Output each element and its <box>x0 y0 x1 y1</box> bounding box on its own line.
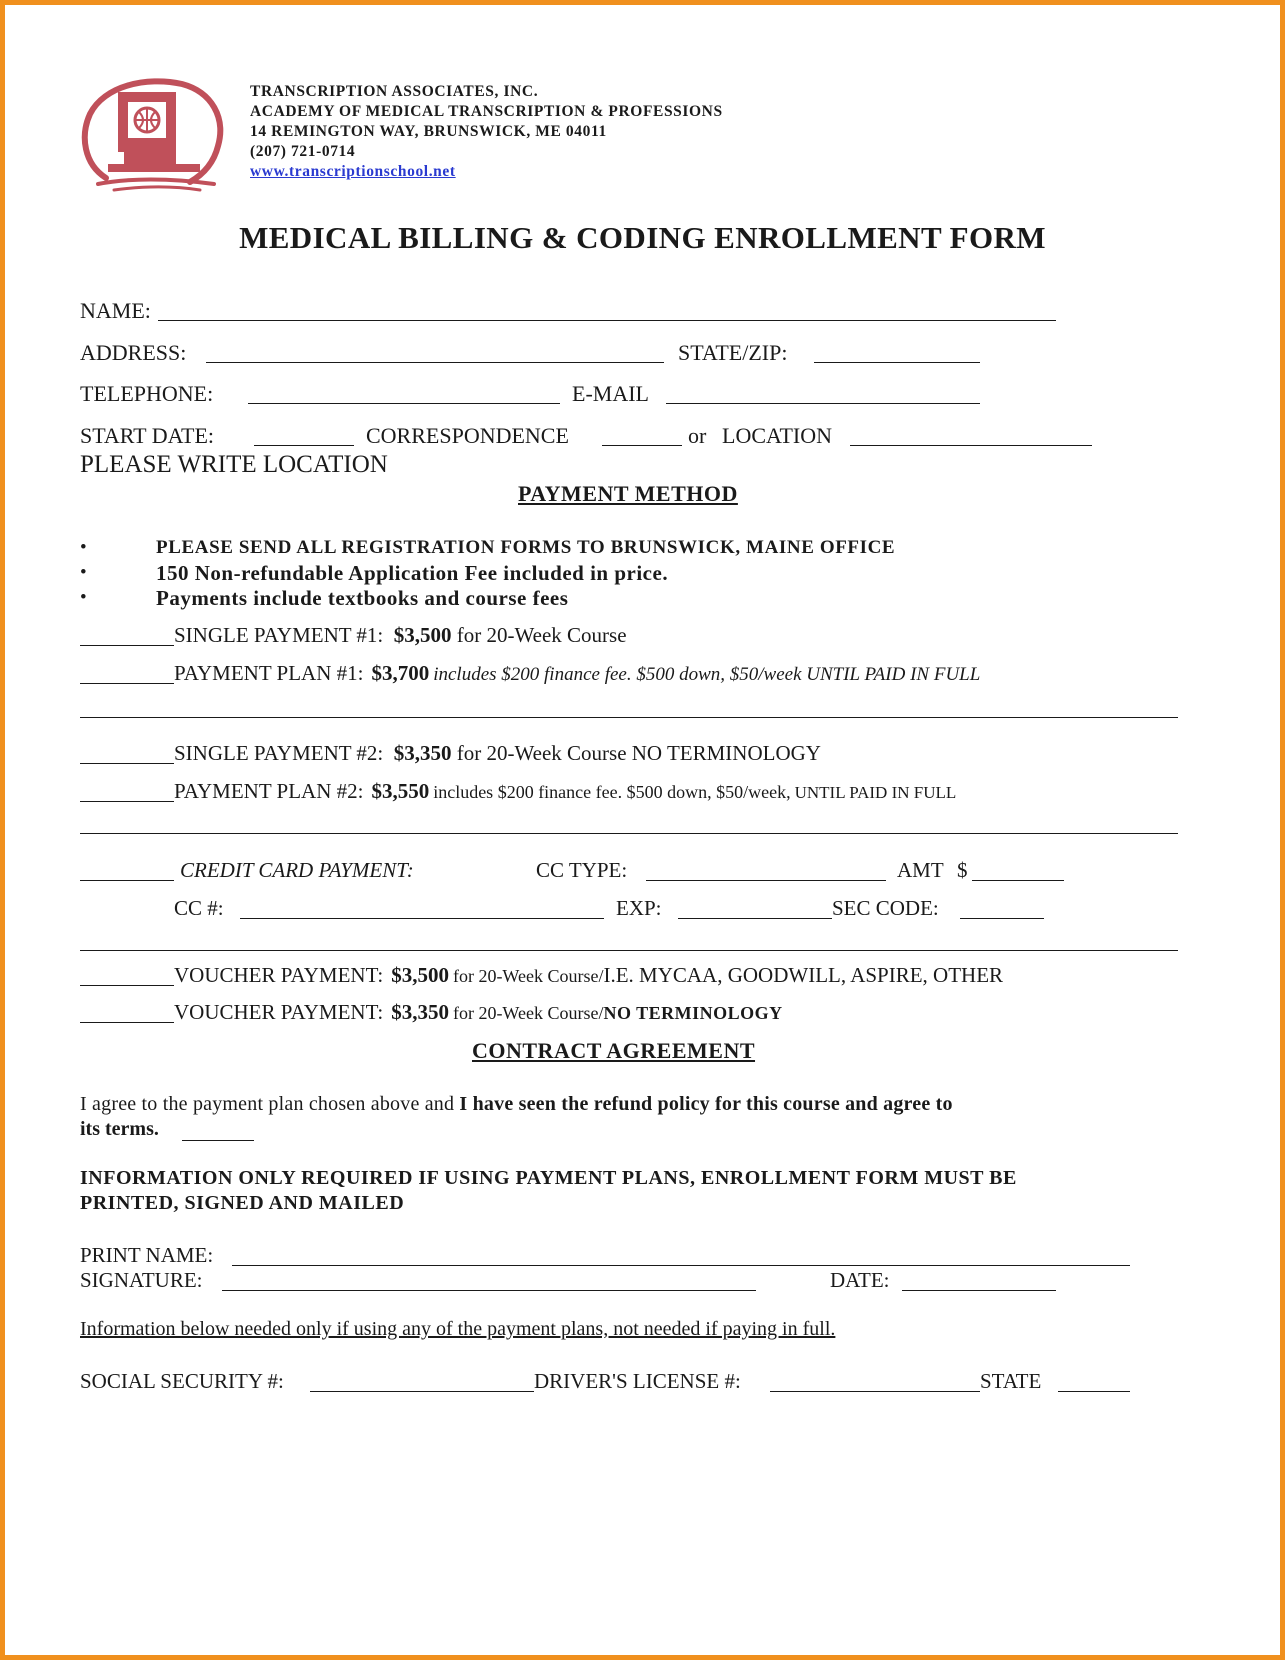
single-payment-1-checkbox[interactable] <box>80 645 174 646</box>
single-payment-1: SINGLE PAYMENT #1: $3,500 for 20-Week Course <box>174 623 627 647</box>
agreement-initials-field[interactable] <box>182 1140 254 1141</box>
amt-label: AMT <box>897 858 944 882</box>
write-location-label: PLEASE WRITE LOCATION <box>80 451 388 478</box>
payment-plan-2-checkbox[interactable] <box>80 801 174 802</box>
info-required-line-2: PRINTED, SIGNED AND MAILED <box>80 1192 405 1214</box>
company-phone: (207) 721-0714 <box>250 143 356 160</box>
dollar-label: $ <box>957 858 968 882</box>
voucher-payment-2: VOUCHER PAYMENT: $3,350 for 20-Week Course/NO TERMINOLOGY <box>174 1000 783 1024</box>
cc-number-field[interactable] <box>240 918 604 919</box>
voucher-1-checkbox[interactable] <box>80 985 174 986</box>
ssn-label: SOCIAL SECURITY #: <box>80 1369 284 1393</box>
payment-plan-1: PAYMENT PLAN #1: $3,700 includes $200 finance fee. $500 down, $50/week UNTIL PAID IN FULL <box>174 661 981 685</box>
license-state-label: STATE <box>980 1369 1042 1393</box>
voucher-payment-1: VOUCHER PAYMENT: $3,500 for 20-Week Course/I.E. MYCAA, GOODWILL, ASPIRE, OTHER <box>174 963 1004 987</box>
academy-logo-icon <box>78 78 228 198</box>
payment-plan-note: Information below needed only if using any of the payment plans, not needed if paying in full. <box>80 1318 836 1340</box>
website-link[interactable]: www.transcriptionschool.net <box>250 163 456 180</box>
contract-agreement-heading: CONTRACT AGREEMENT <box>472 1038 756 1063</box>
bullet-icon: • <box>80 562 87 583</box>
date-field[interactable] <box>902 1290 1056 1291</box>
credit-card-label: CREDIT CARD PAYMENT: <box>180 858 414 882</box>
cc-type-field[interactable] <box>646 880 886 881</box>
signature-field[interactable] <box>222 1290 756 1291</box>
address-label: ADDRESS: <box>80 340 187 365</box>
amt-field[interactable] <box>972 880 1064 881</box>
or-label: or <box>688 423 707 448</box>
section-divider <box>80 950 1178 951</box>
academy-name: ACADEMY OF MEDICAL TRANSCRIPTION & PROFESSIONS <box>250 103 723 120</box>
info-required-line-1: INFORMATION ONLY REQUIRED IF USING PAYMENT PLANS, ENROLLMENT FORM MUST BE <box>80 1167 1017 1189</box>
credit-card-checkbox[interactable] <box>80 880 174 881</box>
state-zip-label: STATE/ZIP: <box>678 340 788 365</box>
sec-code-label: SEC CODE: <box>832 896 939 920</box>
address-field[interactable] <box>206 362 664 363</box>
bullet-send-forms: PLEASE SEND ALL REGISTRATION FORMS TO BRUNSWICK, MAINE OFFICE <box>156 537 896 558</box>
state-zip-field[interactable] <box>814 362 980 363</box>
exp-label: EXP: <box>616 896 662 920</box>
cc-type-label: CC TYPE: <box>536 858 628 882</box>
bullet-icon: • <box>80 587 87 608</box>
email-field[interactable] <box>666 403 980 404</box>
page-title: MEDICAL BILLING & CODING ENROLLMENT FORM <box>239 220 1046 255</box>
name-label: NAME: <box>80 298 151 323</box>
name-field[interactable] <box>158 320 1056 321</box>
payment-method-heading: PAYMENT METHOD <box>518 481 738 506</box>
start-date-label: START DATE: <box>80 423 215 448</box>
bullet-application-fee: 150 Non-refundable Application Fee included in price. <box>156 561 669 585</box>
signature-label: SIGNATURE: <box>80 1268 203 1292</box>
location-label: LOCATION <box>722 423 832 448</box>
start-date-field[interactable] <box>254 445 354 446</box>
cc-number-label: CC #: <box>174 896 224 920</box>
print-name-label: PRINT NAME: <box>80 1243 214 1267</box>
ssn-field[interactable] <box>310 1391 534 1392</box>
location-field[interactable] <box>850 445 1092 446</box>
exp-field[interactable] <box>678 918 832 919</box>
email-label: E-MAIL <box>572 381 649 406</box>
bullet-icon: • <box>80 537 87 558</box>
payment-plan-2: PAYMENT PLAN #2: $3,550 includes $200 finance fee. $500 down, $50/week, UNTIL PAID IN FULL <box>174 779 957 803</box>
company-address: 14 REMINGTON WAY, BRUNSWICK, ME 04011 <box>250 123 607 140</box>
payment-plan-1-checkbox[interactable] <box>80 683 174 684</box>
telephone-label: TELEPHONE: <box>80 381 214 406</box>
print-name-field[interactable] <box>232 1265 1130 1266</box>
correspondence-field[interactable] <box>602 445 682 446</box>
sec-code-field[interactable] <box>960 918 1044 919</box>
company-name: TRANSCRIPTION ASSOCIATES, INC. <box>250 83 539 100</box>
telephone-field[interactable] <box>248 403 560 404</box>
agreement-terms: its terms. <box>80 1118 159 1140</box>
drivers-license-field[interactable] <box>770 1391 980 1392</box>
agreement-text: I agree to the payment plan chosen above and I have seen the refund policy for this course and agree to <box>80 1093 953 1115</box>
correspondence-label: CORRESPONDENCE <box>366 423 569 448</box>
section-divider <box>80 833 1178 834</box>
license-state-field[interactable] <box>1058 1391 1130 1392</box>
date-label: DATE: <box>830 1268 890 1292</box>
drivers-license-label: DRIVER'S LICENSE #: <box>534 1369 741 1393</box>
single-payment-2: SINGLE PAYMENT #2: $3,350 for 20-Week Course NO TERMINOLOGY <box>174 741 821 765</box>
voucher-2-checkbox[interactable] <box>80 1022 174 1023</box>
bullet-textbooks: Payments include textbooks and course fees <box>156 586 569 610</box>
section-divider <box>80 717 1178 718</box>
single-payment-2-checkbox[interactable] <box>80 763 174 764</box>
